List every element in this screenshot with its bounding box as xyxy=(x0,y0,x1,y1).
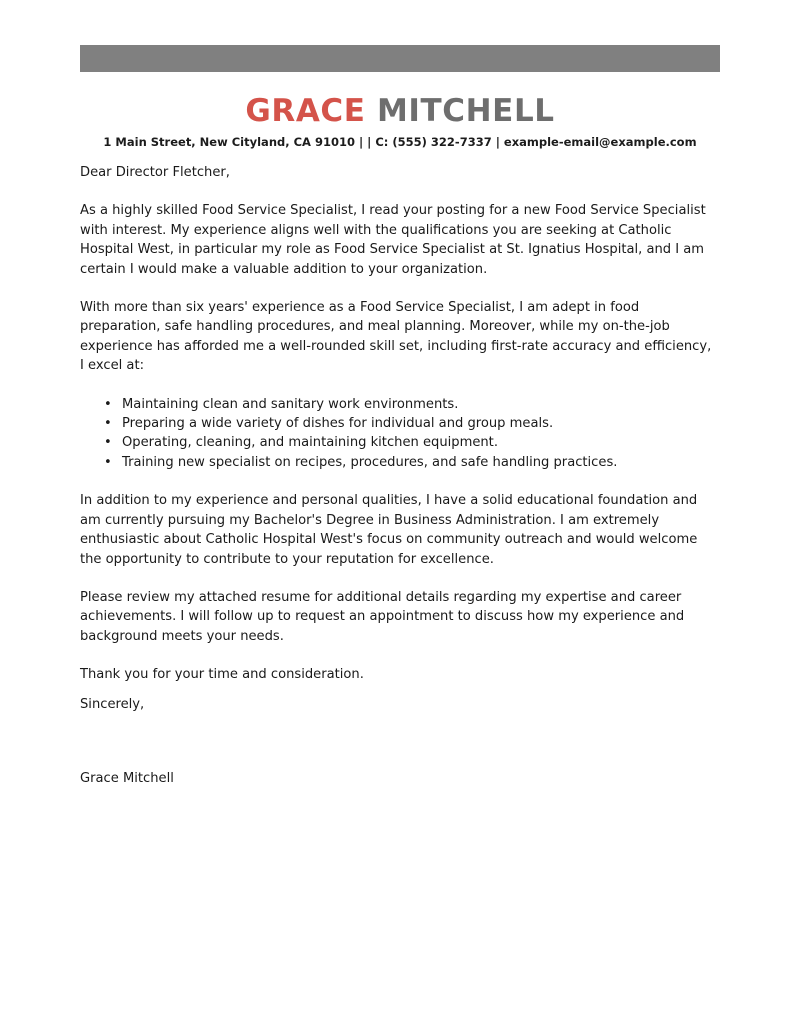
bullet-icon: • xyxy=(104,454,112,470)
contact-info-line: 1 Main Street, New Cityland, CA 91010 | | C: (555) 322-7337 | example-email@example.com xyxy=(103,135,697,149)
closing-salutation: Sincerely, xyxy=(80,696,145,712)
list-item xyxy=(80,433,716,452)
letter-body xyxy=(80,163,716,788)
closing-thanks: Thank you for your time and consideration. xyxy=(80,667,364,683)
body-paragraph-4: Please review my attached resume for additional details regarding my expertise and career achievements. I will follow up to request an appointment to discuss how my experience and background meets your needs. xyxy=(80,589,685,644)
bullet-icon: • xyxy=(104,416,112,432)
list-item-label: Operating, cleaning, and maintaining kitchen equipment. xyxy=(122,435,498,451)
salutation: Dear Director Fletcher, xyxy=(80,165,230,180)
list-item xyxy=(80,395,716,414)
qualifications-list xyxy=(80,395,716,473)
signature-name: Grace Mitchell xyxy=(80,770,174,786)
body-paragraph-3: In addition to my experience and personal qualities, I have a solid educational foundation and am currently pursuing my Bachelor's Degree in Business Administration. I am extremely enthusiastic about Catholic Hospital West's focus on community outreach and would welcome the opportunity to contribute to your reputation for excellence. xyxy=(80,493,698,567)
body-paragraph-2: With more than six years' experience as a Food Service Specialist, I am adept in food preparation, safe handling procedures, and meal planning. Moreover, while my on-the-job experience has afforded me a well-rounded skill set, including first-rate accuracy and efficiency, I excel at: xyxy=(80,300,712,374)
first-name: GRACE xyxy=(245,93,366,129)
list-item-label: Preparing a wide variety of dishes for individual and group meals. xyxy=(122,416,554,432)
page-title xyxy=(80,92,720,130)
body-paragraph-1: As a highly skilled Food Service Specialist, I read your posting for a new Food Service Specialist with interest. My experience aligns well with the qualifications you are seeking at Catholic Hospital West, in particular my role as Food Service Specialist at St. Ignatius Hospital, and I am certain I would make a valuable addition to your organization. xyxy=(80,203,706,277)
bullet-icon: • xyxy=(104,435,112,451)
bullet-icon: • xyxy=(104,396,112,412)
list-item xyxy=(80,453,716,472)
last-name: MITCHELL xyxy=(365,93,555,129)
header-accent-bar xyxy=(80,45,720,72)
list-item-label: Maintaining clean and sanitary work environments. xyxy=(122,396,459,412)
list-item xyxy=(80,414,716,433)
list-item-label: Training new specialist on recipes, procedures, and safe handling practices. xyxy=(122,454,618,470)
